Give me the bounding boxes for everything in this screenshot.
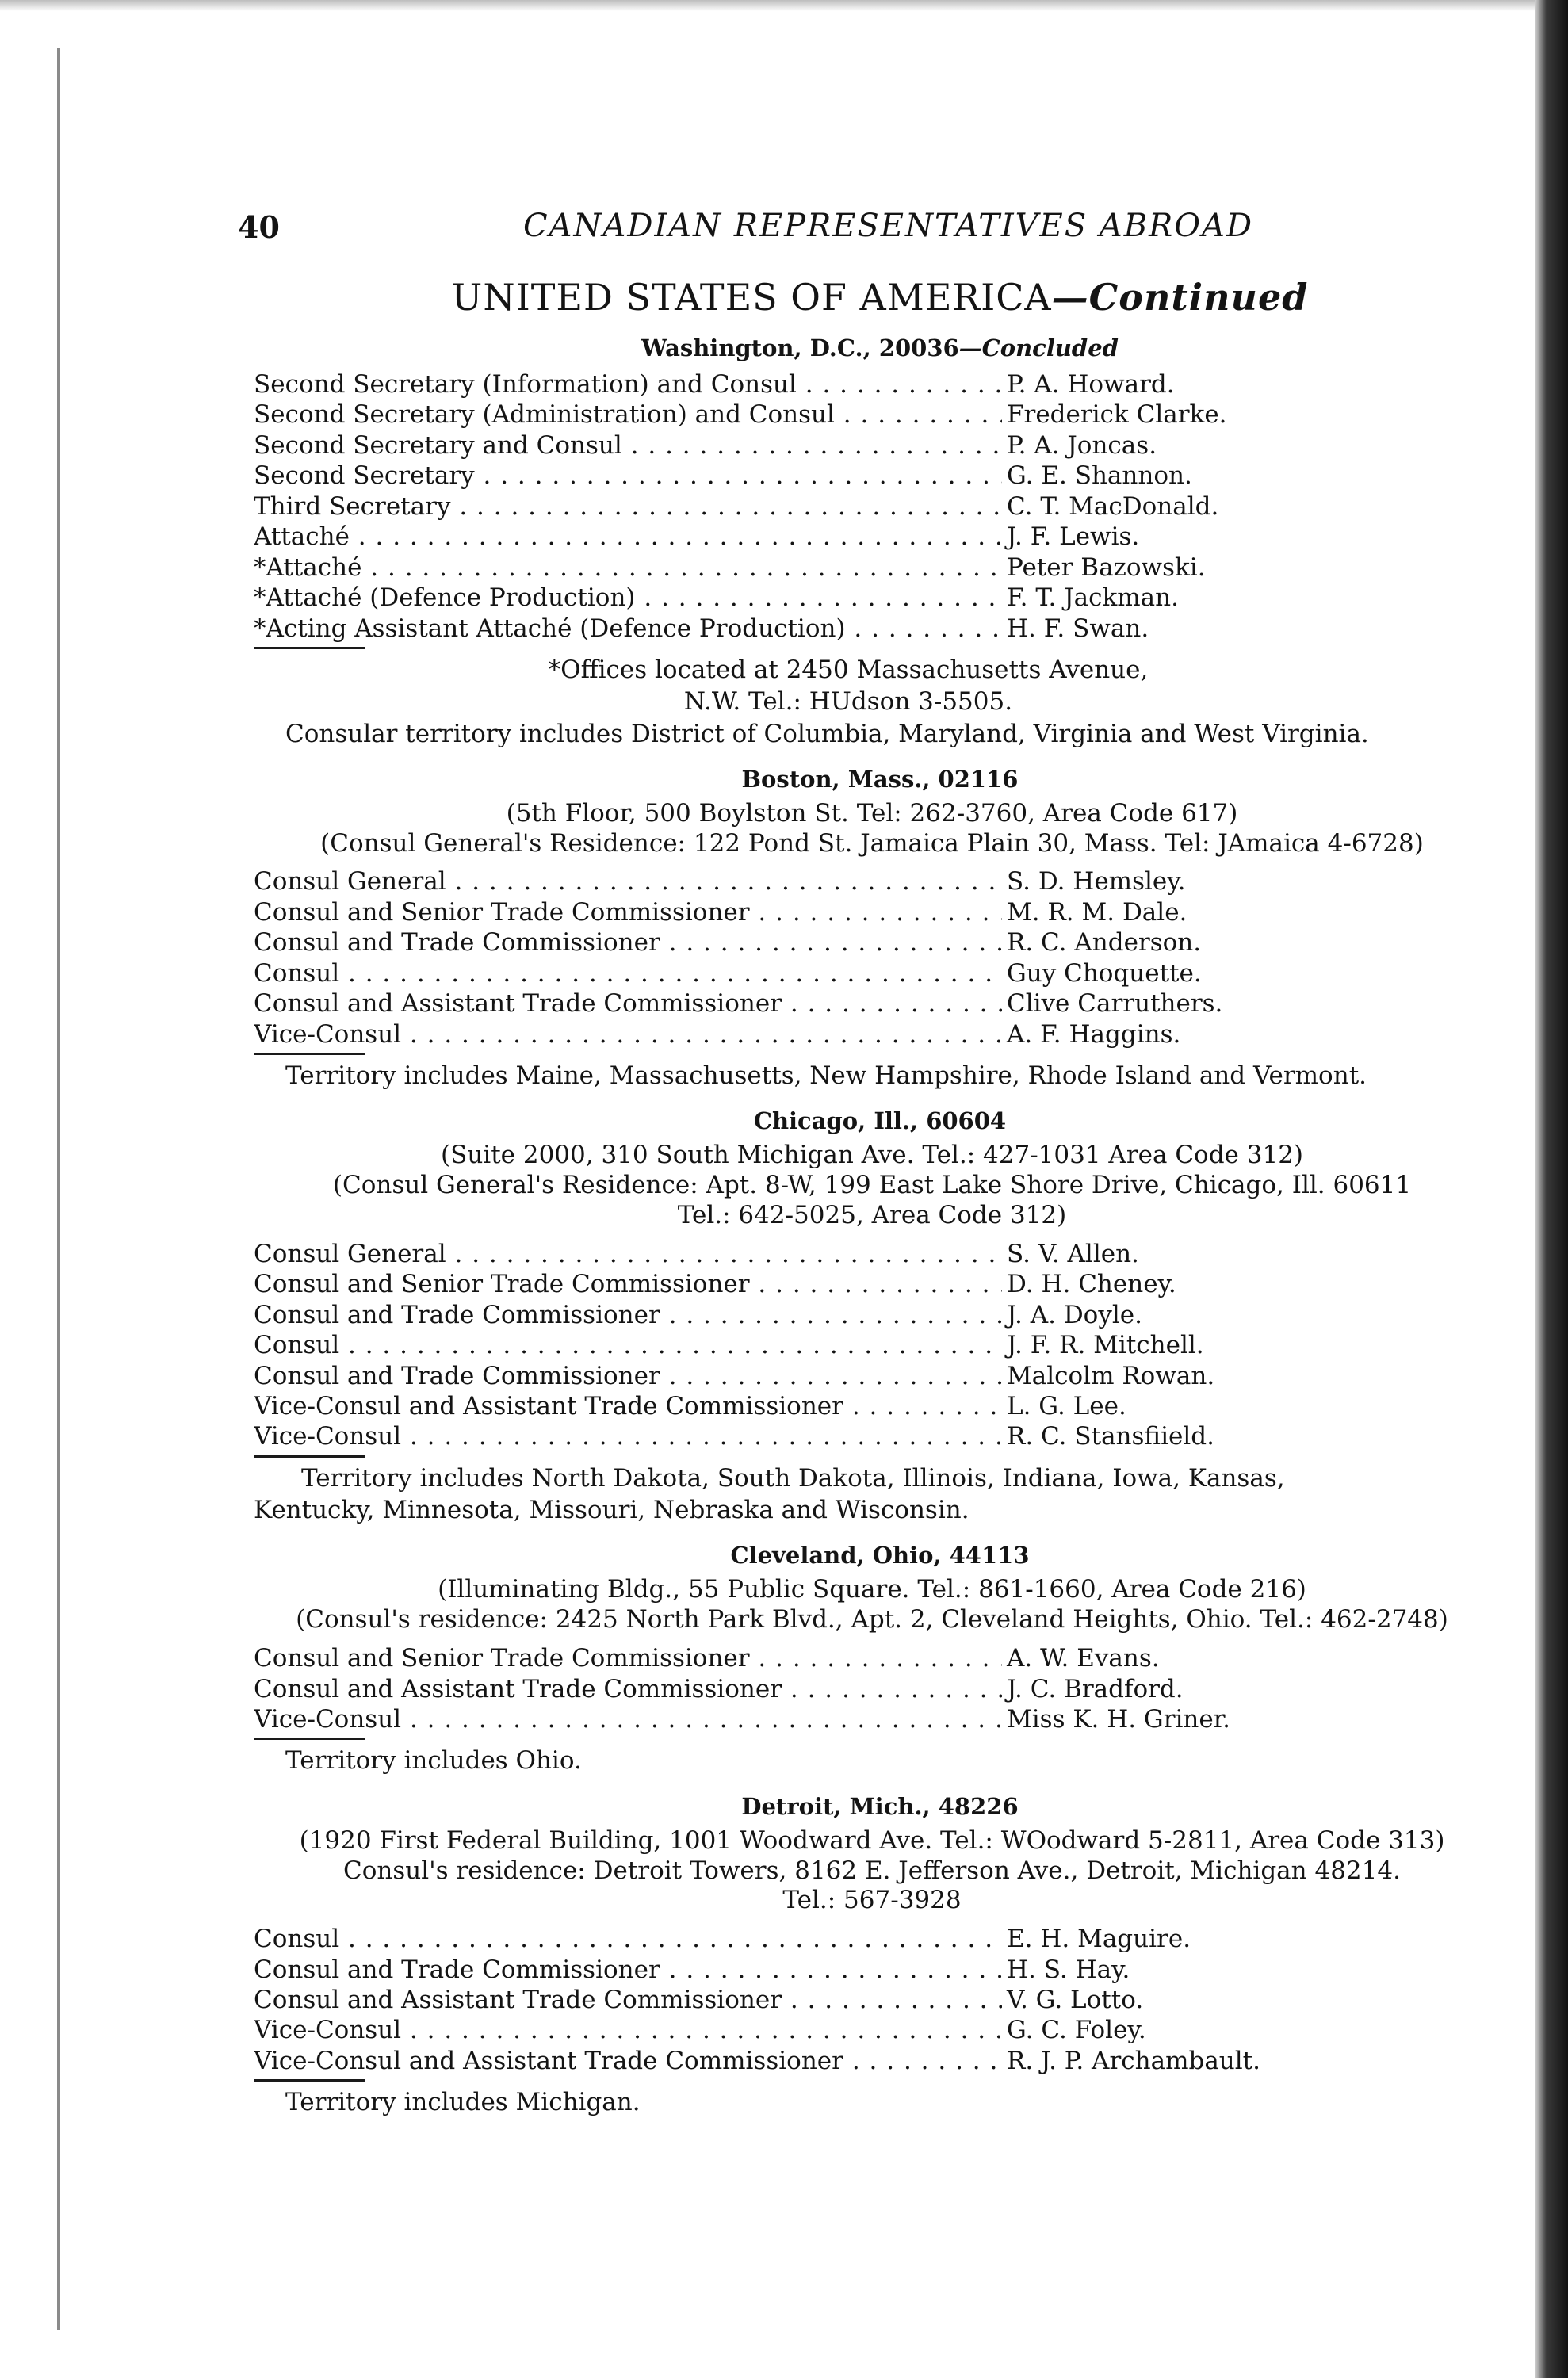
- staff-entry: [254, 2015, 1268, 2045]
- staff-entry: [254, 1924, 1268, 1954]
- scan-edge-left: [57, 48, 60, 2330]
- staff-name: A. F. Haggins.: [1007, 1019, 1181, 1049]
- staff-entry: [254, 1269, 1268, 1299]
- country-name: UNITED STATES OF AMERICA: [451, 276, 1052, 319]
- section-rule: [254, 1053, 365, 1055]
- staff-name: Malcolm Rowan.: [1007, 1361, 1215, 1390]
- staff-title: Attaché . . .: [254, 522, 1002, 552]
- office-address: (Suite 2000, 310 South Michigan Ave. Tel.: 427-1031 Area Code 312): [440, 1141, 1304, 1170]
- staff-name: R. C. Anderson.: [1007, 928, 1202, 958]
- residence-address: (Consul's residence: 2425 North Park Blvd., Apt. 2, Cleveland Heights, Ohio. Tel.: 462-2748): [296, 1605, 1448, 1634]
- staff-name: V. G. Lotto.: [1007, 1986, 1144, 2015]
- staff-title: Consul and Trade Commissioner . . .: [254, 1955, 1002, 1985]
- staff-name: R. C. Stansfiield.: [1007, 1422, 1214, 1451]
- section-boston: [238, 766, 1474, 1092]
- section-rule: [254, 1455, 365, 1458]
- office-address: (1920 First Federal Building, 1001 Woodward Ave. Tel.: WOodward 5-2811, Area Code 313): [299, 1826, 1445, 1855]
- staff-name: A. W. Evans.: [1007, 1644, 1160, 1673]
- staff-name: J. C. Bradford.: [1007, 1674, 1184, 1703]
- territory-note: Territory includes Ohio.: [285, 1746, 582, 1776]
- city-heading: [285, 335, 1474, 361]
- staff-entry: [254, 369, 1268, 400]
- country-continued: —Continued: [1051, 276, 1309, 319]
- staff-entry: [254, 1674, 1268, 1704]
- staff-list: [254, 1643, 1474, 1734]
- staff-entry: [254, 1955, 1268, 1985]
- staff-name: E. H. Maguire.: [1007, 1925, 1191, 1954]
- document-page: [238, 198, 1474, 2119]
- staff-title: *Attaché . . .: [254, 552, 1002, 583]
- staff-title: *Acting Assistant Attaché (Defence Production) . . .: [254, 614, 1002, 644]
- staff-entry: [254, 1239, 1268, 1269]
- staff-list: [254, 1239, 1474, 1452]
- staff-entry: [254, 430, 1268, 461]
- running-head: [238, 198, 1474, 254]
- office-note-line: *Offices located at 2450 Massachusetts Avenue,: [548, 655, 1149, 684]
- staff-entry: [254, 583, 1268, 613]
- city-name: Washington, D.C., 20036: [641, 335, 959, 361]
- city-heading: Boston, Mass., 02116: [741, 765, 1019, 793]
- staff-name: P. A. Joncas.: [1007, 430, 1157, 460]
- office-address: (Illuminating Bldg., 55 Public Square. Tel.: 861-1660, Area Code 216): [438, 1575, 1306, 1604]
- staff-title: Second Secretary (Administration) and Consul . . .: [254, 400, 1002, 430]
- section-washington: [238, 335, 1474, 750]
- staff-title: Consul and Trade Commissioner . . .: [254, 927, 1002, 958]
- staff-name: P. A. Howard.: [1007, 370, 1175, 399]
- staff-list: [254, 1924, 1474, 2076]
- staff-name: Miss K. H. Griner.: [1007, 1704, 1231, 1734]
- residence-telephone: Tel.: 567-3928: [782, 1886, 962, 1915]
- staff-name: H. S. Hay.: [1007, 1955, 1130, 1984]
- staff-name: S. D. Hemsley.: [1007, 867, 1186, 897]
- staff-entry: [254, 461, 1268, 491]
- staff-title: Vice-Consul and Assistant Trade Commissioner . . .: [254, 2046, 1002, 2076]
- staff-entry: [254, 1300, 1268, 1330]
- territory-note: Territory includes North Dakota, South Dakota, Illinois, Indiana, Iowa, Kansas, Kentucky, Minnesota, Missouri, Nebraska and Wisconsin.: [254, 1463, 1285, 1525]
- running-title: CANADIAN REPRESENTATIVES ABROAD: [523, 208, 1254, 244]
- scan-edge-top: [0, 0, 1568, 11]
- staff-name: J. F. Lewis.: [1007, 522, 1140, 552]
- staff-title: Consul and Senior Trade Commissioner . . .: [254, 1269, 1002, 1299]
- staff-entry: [254, 491, 1268, 522]
- staff-entry: [254, 1019, 1268, 1049]
- residence-address: Consul's residence: Detroit Towers, 8162 E. Jefferson Ave., Detroit, Michigan 48214.: [343, 1856, 1401, 1885]
- staff-title: *Attaché (Defence Production) . . .: [254, 583, 1002, 613]
- country-heading: [285, 276, 1474, 319]
- staff-entry: [254, 1704, 1268, 1734]
- staff-title: Third Secretary . . .: [254, 491, 1002, 522]
- territory-note: Territory includes Michigan.: [285, 2088, 641, 2117]
- staff-name: S. V. Allen.: [1007, 1239, 1139, 1268]
- staff-entry: [254, 958, 1268, 988]
- staff-entry: [254, 1421, 1268, 1451]
- section-cleveland: [238, 1542, 1474, 1776]
- staff-title: Consul and Trade Commissioner . . .: [254, 1300, 1002, 1330]
- staff-entry: [254, 1391, 1268, 1421]
- staff-name: F. T. Jackman.: [1007, 583, 1179, 613]
- staff-title: Second Secretary . . .: [254, 461, 1002, 491]
- scan-edge-right: [1535, 0, 1568, 2378]
- staff-title: Consul . . .: [254, 1330, 1002, 1360]
- staff-title: Consul and Senior Trade Commissioner . . .: [254, 897, 1002, 927]
- staff-title: Vice-Consul and Assistant Trade Commissioner . . .: [254, 1391, 1002, 1421]
- staff-entry: [254, 866, 1268, 897]
- staff-name: R. J. P. Archambault.: [1007, 2046, 1260, 2075]
- territory-note: Territory includes Maine, Massachusetts, New Hampshire, Rhode Island and Vermont.: [285, 1061, 1367, 1091]
- office-address: (5th Floor, 500 Boylston St. Tel: 262-3760, Area Code 617): [506, 798, 1238, 828]
- staff-title: Consul and Assistant Trade Commissioner . . .: [254, 1674, 1002, 1704]
- staff-entry: [254, 522, 1268, 552]
- residence-address: (Consul General's Residence: 122 Pond St. Jamaica Plain 30, Mass. Tel: JAmaica 4-6728): [320, 828, 1424, 858]
- staff-name: G. C. Foley.: [1007, 2016, 1146, 2045]
- section-chicago: [238, 1107, 1474, 1526]
- staff-entry: [254, 927, 1268, 958]
- section-rule: [254, 647, 365, 649]
- staff-entry: [254, 400, 1268, 430]
- staff-entry: [254, 614, 1268, 644]
- staff-entry: [254, 988, 1268, 1019]
- staff-name: H. F. Swan.: [1007, 614, 1149, 643]
- staff-entry: [254, 1985, 1268, 2015]
- staff-name: Clive Carruthers.: [1007, 989, 1223, 1019]
- city-heading: Chicago, Ill., 60604: [753, 1107, 1007, 1135]
- city-concluded: —Concluded: [958, 335, 1119, 361]
- staff-name: Frederick Clarke.: [1007, 400, 1227, 430]
- staff-title: Consul and Assistant Trade Commissioner . . .: [254, 1985, 1002, 2015]
- staff-title: Vice-Consul . . .: [254, 1019, 1002, 1049]
- staff-title: Second Secretary and Consul . . .: [254, 430, 1002, 461]
- staff-entry: [254, 1643, 1268, 1673]
- page-number: 40: [238, 209, 280, 245]
- section-rule: [254, 2079, 365, 2082]
- city-heading: Cleveland, Ohio, 44113: [730, 1542, 1030, 1569]
- office-note-line: N.W. Tel.: HUdson 3-5505.: [683, 687, 1013, 717]
- staff-title: Consul and Trade Commissioner . . .: [254, 1361, 1002, 1391]
- staff-title: Consul General . . .: [254, 866, 1002, 897]
- staff-title: Vice-Consul . . .: [254, 1704, 1002, 1734]
- staff-title: Consul . . .: [254, 1924, 1002, 1954]
- staff-title: Vice-Consul . . .: [254, 1421, 1002, 1451]
- staff-name: L. G. Lee.: [1007, 1392, 1126, 1420]
- staff-title: Vice-Consul . . .: [254, 2015, 1002, 2045]
- staff-entry: [254, 1330, 1268, 1360]
- staff-title: Second Secretary (Information) and Consul . . .: [254, 369, 1002, 400]
- staff-name: Guy Choquette.: [1007, 958, 1202, 988]
- staff-name: G. E. Shannon.: [1007, 461, 1192, 491]
- staff-title: Consul and Senior Trade Commissioner . . .: [254, 1643, 1002, 1673]
- staff-name: M. R. M. Dale.: [1007, 897, 1187, 927]
- city-heading: Detroit, Mich., 48226: [741, 1792, 1019, 1820]
- staff-name: C. T. MacDonald.: [1007, 491, 1219, 521]
- residence-address: (Consul General's Residence: Apt. 8-W, 199 East Lake Shore Drive, Chicago, Ill. 60611: [332, 1171, 1412, 1200]
- staff-list: [254, 866, 1474, 1049]
- staff-name: Peter Bazowski.: [1007, 552, 1206, 582]
- office-note: [270, 654, 1427, 718]
- staff-name: J. A. Doyle.: [1007, 1300, 1142, 1329]
- staff-entry: [254, 552, 1268, 583]
- staff-title: Consul General . . .: [254, 1239, 1002, 1269]
- staff-title: Consul and Assistant Trade Commissioner . . .: [254, 988, 1002, 1019]
- staff-title: Consul . . .: [254, 958, 1002, 988]
- residence-telephone: Tel.: 642-5025, Area Code 312): [677, 1201, 1067, 1229]
- staff-name: D. H. Cheney.: [1007, 1270, 1176, 1299]
- staff-entry: [254, 897, 1268, 927]
- staff-entry: [254, 1361, 1268, 1391]
- staff-name: J. F. R. Mitchell.: [1007, 1331, 1204, 1360]
- staff-entry: [254, 2046, 1268, 2076]
- territory-note: Consular territory includes District of Columbia, Maryland, Virginia and West Virginia.: [285, 719, 1369, 748]
- section-detroit: [238, 1793, 1474, 2119]
- section-rule: [254, 1738, 365, 1740]
- staff-list: [254, 369, 1474, 644]
